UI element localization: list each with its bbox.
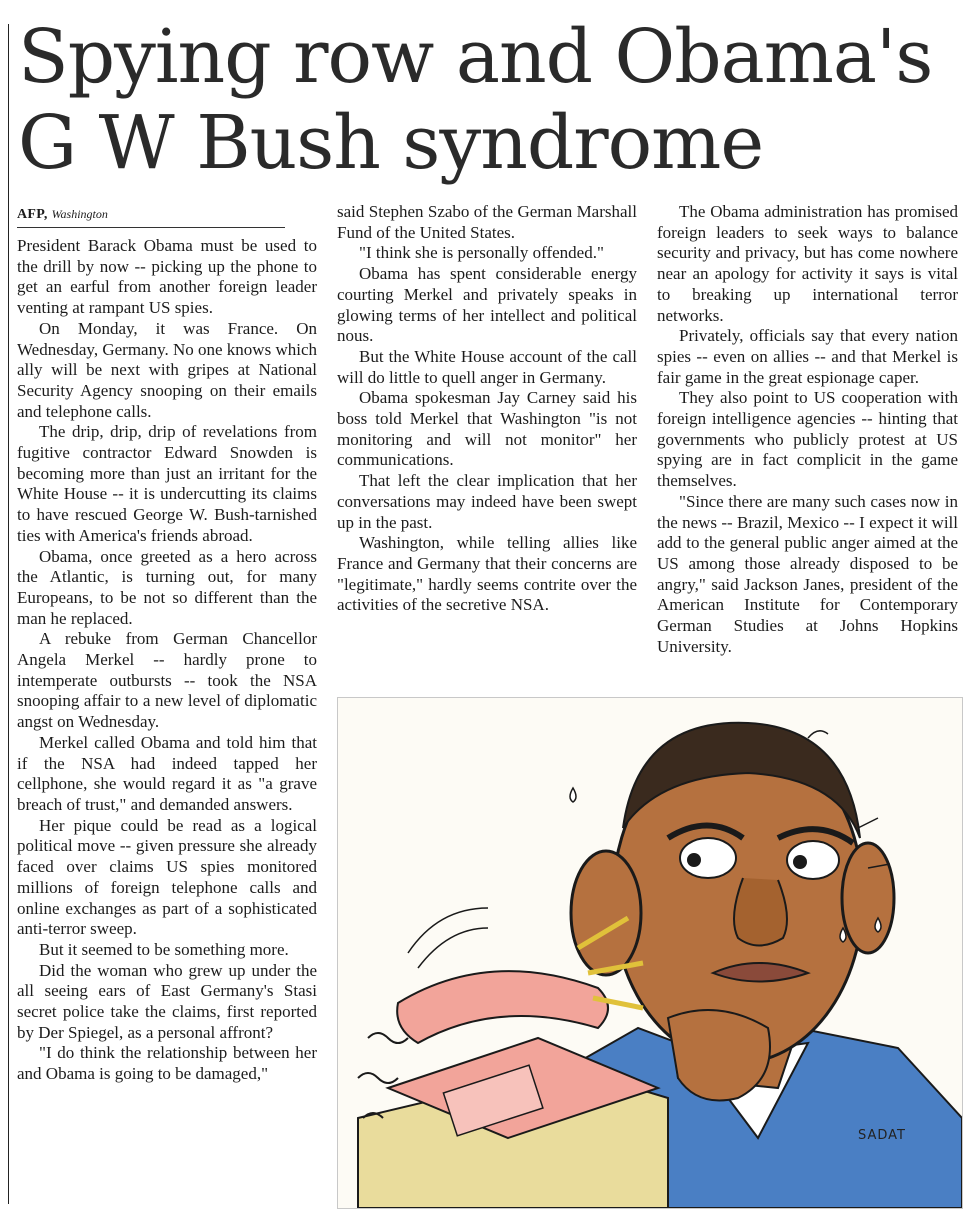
paragraph: said Stephen Szabo of the German Marshall Fund of the United States. [337, 202, 637, 242]
right-pupil-shape [793, 855, 807, 869]
article-column-3 [657, 202, 958, 657]
article-column-1 [17, 236, 317, 1085]
byline-agency: AFP, [17, 207, 48, 222]
paragraph: "I do think the relationship between her and Obama is going to be damaged," [17, 1043, 317, 1084]
paragraph: Privately, officials say that every nation spies -- even on allies -- and that Merkel is fair game in the great espionage caper. [657, 326, 958, 387]
left-pupil-shape [687, 853, 701, 867]
paragraph: The Obama administration has promised foreign leaders to seek ways to balance security and privacy, but has come nowhere near an apology for activity it says is vital to breaking up international terror networks. [657, 202, 958, 325]
nose-shape [734, 878, 787, 946]
paragraph: "I think she is personally offended." [359, 243, 604, 263]
paragraph: President Barack Obama must be used to the drill by now -- picking up the phone to get an earful from another foreign leader venting at rampant US spies. [17, 236, 317, 318]
right-ear-shape [842, 843, 894, 953]
article-column-2 [337, 202, 637, 616]
worry-line-shape [808, 731, 828, 738]
paragraph: The drip, drip, drip of revelations from fugitive contractor Edward Snowden is becoming more than just an irritant for the White House -- it is undercutting its claims to have rescued George W. Bush-tarnished ties with America's friends abroad. [17, 422, 317, 545]
paragraph: Obama spokesman Jay Carney said his boss told Merkel that Washington "is not monitoring and will not monitor" her communications. [337, 388, 637, 470]
sweat-drop-shape [570, 788, 576, 802]
paragraph: Washington, while telling allies like France and Germany that their concerns are "legitimate," hardly seems contrite over the activities of the secretive NSA. [337, 533, 637, 615]
headline: Spying row and Obama's G W Bush syndrome [18, 14, 933, 186]
paragraph: But it seemed to be something more. [39, 939, 289, 959]
paragraph: But the White House account of the call will do little to quell anger in Germany. [337, 346, 637, 387]
paragraph: Obama has spent considerable energy courting Merkel and privately speaks in glowing terms of her intellect and political nous. [337, 264, 637, 346]
editorial-cartoon [337, 697, 963, 1209]
paragraph: That left the clear implication that her conversations may indeed have been swept up in the past. [337, 471, 637, 532]
phone-cord-shape [358, 1033, 408, 1118]
paragraph: Did the woman who grew up under the all seeing ears of East Germany's Stasi secret police take the claims, first reported by Der Spiegel, as a personal affront? [17, 960, 317, 1042]
handset-shape [397, 971, 608, 1043]
left-margin-rule [8, 24, 9, 1204]
paragraph: Obama, once greeted as a hero across the Atlantic, is turning out, for many Europeans, to be not so different than the man he replaced. [17, 546, 317, 628]
byline [17, 205, 285, 228]
paragraph: "Since there are many such cases now in the news -- Brazil, Mexico -- I expect it will add to the general public anger aimed at the US among those already disposed to be angry," said Jackson Janes, president of the American Institute for Contemporary German Studies at Johns Hopkins University. [657, 491, 958, 656]
paragraph: They also point to US cooperation with foreign intelligence agencies -- hinting that governments who publicly protest at US spying are in fact complicit in the game themselves. [657, 388, 958, 491]
byline-dateline: Washington [51, 207, 108, 221]
paragraph: Merkel called Obama and told him that if the NSA had indeed tapped her cellphone, she would regard it as "a grave breach of trust," and demanded answers. [17, 732, 317, 814]
left-ear-shape [571, 851, 641, 975]
paragraph: Her pique could be read as a logical political move -- given pressure she already faced over claims US spies monitored millions of foreign telephone calls and online exchanges as part of a sophisticated anti-terror sweep. [17, 815, 317, 939]
paragraph: On Monday, it was France. On Wednesday, Germany. No one knows which ally will be next with gripes at National Security Agency snooping on their emails and telephone calls. [17, 318, 317, 421]
paragraph: A rebuke from German Chancellor Angela Merkel -- hardly prone to intemperate outbursts -- took the NSA snooping affair to a new level of diplomatic angst on Wednesday. [17, 629, 317, 732]
cartoonist-signature: SADAT [858, 1128, 906, 1143]
motion-lines-shape [408, 908, 488, 968]
